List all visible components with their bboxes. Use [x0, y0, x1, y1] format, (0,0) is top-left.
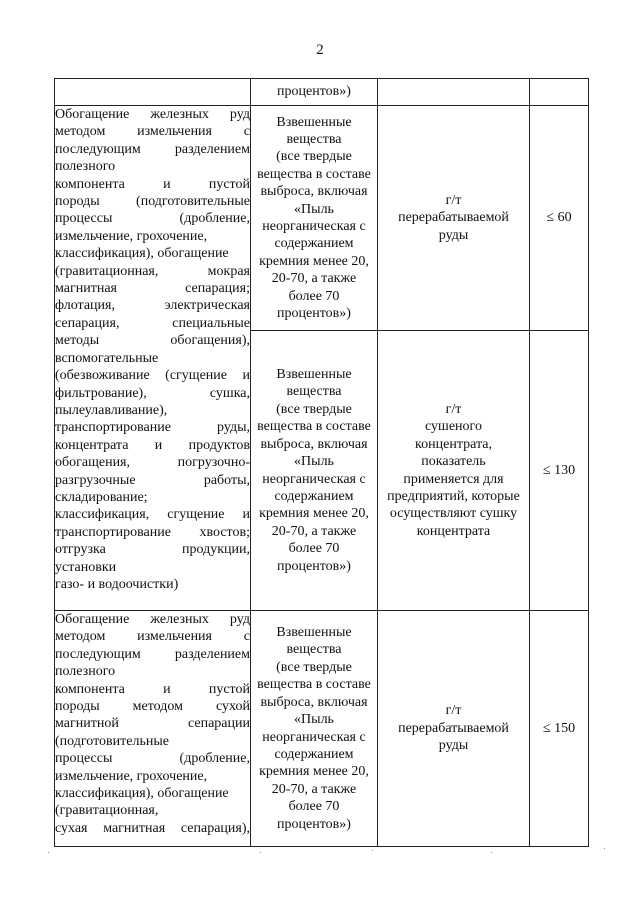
process-line: методом измельчения с — [55, 629, 250, 645]
substance-line: процентов») — [277, 558, 351, 574]
process-line: складирование; — [55, 489, 148, 505]
process-line: породы (подготовительные — [55, 194, 250, 210]
unit-line: показатель — [421, 454, 486, 470]
substance-line: 20-70, а также — [271, 781, 357, 797]
substance-line: неорганическая с — [262, 471, 366, 487]
substance-line: вещества — [286, 131, 342, 147]
substance-line: кремния менее 20, — [259, 506, 369, 522]
unit-line: руды — [438, 738, 469, 754]
substance-line: (все твердые — [276, 401, 352, 417]
process-line: транспортирование руды, — [55, 420, 250, 436]
substance-line: вещества в составе — [257, 419, 371, 435]
process-line: вспомогательные — [55, 350, 159, 366]
table-row — [55, 611, 589, 847]
process-line: отгрузка продукции, — [55, 542, 250, 558]
unit-line: перерабатываемой — [398, 720, 509, 736]
process-line: (гравитационная, мокрая — [55, 263, 250, 279]
process-line: породы методом сухой — [55, 699, 250, 715]
unit-cell-empty — [378, 79, 530, 106]
substance-line: процентов») — [277, 816, 351, 832]
unit-line: концентрата — [416, 523, 491, 539]
substance-line: более 70 — [288, 799, 340, 815]
process-line: (гравитационная, — [55, 803, 159, 819]
process-line: (обезвоживание (сгущение и — [55, 368, 250, 384]
process-line: измельчение, грохочение, — [55, 768, 208, 784]
unit-line: г/т — [445, 703, 462, 719]
process-line: сепарация, специальные — [55, 315, 250, 331]
substance-line: 20-70, а также — [271, 523, 357, 539]
substance-cell — [251, 331, 378, 611]
process-line: разгрузочные работы, — [55, 472, 250, 488]
process-line: последующим разделением — [55, 141, 250, 157]
process-line: сухая магнитная сепарация), — [55, 820, 250, 836]
substance-line: 20-70, а также — [271, 271, 357, 287]
process-line: методом измельчения с — [55, 124, 250, 140]
limit-cell: ≤ 130 — [530, 331, 589, 611]
process-line: (подготовительные — [55, 733, 169, 749]
process-line: Обогащение железных руд — [55, 107, 250, 122]
process-line: классификация, сгущение и — [55, 507, 250, 523]
unit-line: концентрата, — [415, 436, 492, 452]
substance-line: процентов») — [277, 306, 351, 322]
substance-line: (все твердые — [276, 659, 352, 675]
substance-line: Взвешенные — [276, 625, 352, 641]
process-line: классификация), обогащение — [55, 246, 229, 262]
unit-cell — [378, 106, 530, 331]
page-number: 2 — [316, 42, 324, 58]
substance-line: выброса, включая — [260, 184, 368, 200]
unit-line: г/т — [445, 192, 462, 208]
substance-line: «Пыль — [294, 454, 334, 470]
substance-line: выброса, включая — [260, 436, 368, 452]
process-line: обогащения, погрузочно- — [55, 455, 250, 471]
process-line: полезного — [55, 664, 116, 680]
limit-cell-empty — [530, 79, 589, 106]
unit-line: предприятий, которые — [387, 488, 520, 504]
table-row — [55, 106, 589, 331]
emission-standards-table — [54, 78, 589, 847]
substance-line: выброса, включая — [260, 694, 368, 710]
process-line: магнитной сепарации — [55, 716, 250, 732]
substance-line: кремния менее 20, — [259, 253, 369, 269]
substance-line: кремния менее 20, — [259, 764, 369, 780]
process-line: последующим разделением — [55, 646, 250, 662]
substance-line: содержанием — [274, 488, 354, 504]
substance-line: Взвешенные — [276, 367, 352, 383]
process-line: установки — [55, 559, 117, 575]
substance-line: содержанием — [274, 236, 354, 252]
limit-cell: ≤ 60 — [530, 106, 589, 331]
substance-line: «Пыль — [294, 201, 334, 217]
process-line: пылеулавливание), — [55, 402, 168, 418]
process-line: флотация, электрическая — [55, 298, 250, 314]
process-cell — [55, 106, 251, 611]
substance-text: процентов») — [277, 84, 351, 100]
substance-line: вещества — [286, 384, 342, 400]
unit-line: перерабатываемой — [398, 210, 509, 226]
substance-line: неорганическая с — [262, 729, 366, 745]
unit-cell — [378, 611, 530, 847]
process-line: магнитная сепарация; — [55, 281, 250, 297]
unit-line: применяется для — [403, 471, 504, 487]
substance-line: вещества — [286, 642, 342, 658]
unit-cell — [378, 331, 530, 611]
substance-line: вещества в составе — [257, 166, 371, 182]
process-line: процессы (дробление, — [55, 751, 250, 767]
substance-line: «Пыль — [294, 712, 334, 728]
process-cell-empty — [55, 79, 251, 106]
process-line: концентрата и продуктов — [55, 437, 250, 453]
process-line: полезного — [55, 159, 116, 175]
substance-line: более 70 — [288, 288, 340, 304]
limit-cell: ≤ 150 — [530, 611, 589, 847]
substance-cell — [251, 79, 378, 106]
process-line: методы обогащения), — [55, 333, 250, 349]
table-row-continued — [55, 79, 589, 106]
unit-line: руды — [438, 227, 469, 243]
substance-cell — [251, 611, 378, 847]
substance-line: вещества в составе — [257, 677, 371, 693]
process-line: процессы (дробление, — [55, 211, 250, 227]
process-line: Обогащение железных руд — [55, 612, 250, 627]
substance-cell — [251, 106, 378, 331]
unit-line: г/т — [445, 401, 462, 417]
process-line: транспортирование хвостов; — [55, 524, 250, 540]
process-line: компонента и пустой — [55, 176, 250, 192]
process-line: газо- и водоочистки) — [55, 576, 179, 592]
unit-line: сушеного — [425, 419, 482, 435]
unit-line: осуществляют сушку — [389, 506, 518, 522]
process-line: измельчение, грохочение, — [55, 228, 208, 244]
process-cell — [55, 611, 251, 847]
substance-line: Взвешенные — [276, 114, 352, 130]
process-line: компонента и пустой — [55, 681, 250, 697]
process-line: фильтрование), сушка, — [55, 385, 250, 401]
substance-line: неорганическая с — [262, 219, 366, 234]
substance-line: содержанием — [274, 746, 354, 762]
substance-line: более 70 — [288, 541, 340, 557]
substance-line: (все твердые — [276, 149, 352, 165]
process-line: классификация), обогащение — [55, 786, 229, 802]
